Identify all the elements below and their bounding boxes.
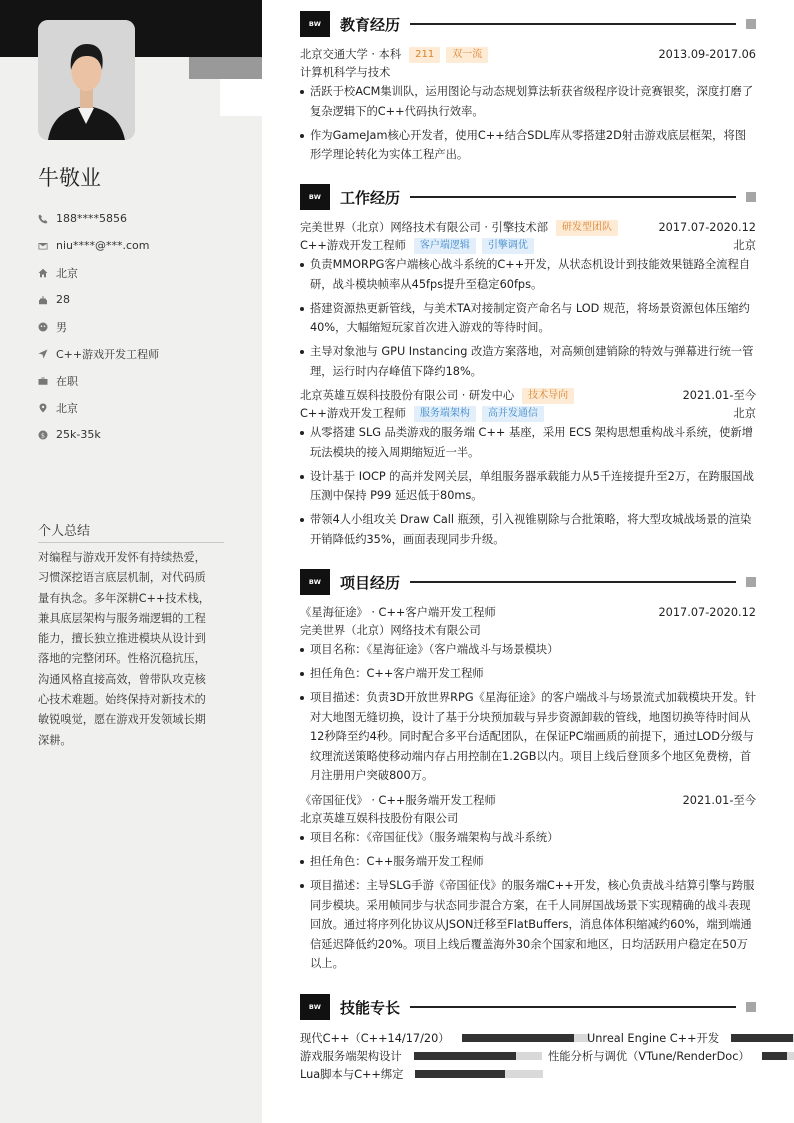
info-phone [38, 205, 248, 232]
list-item: 设计基于 IOCP 的高并发网关层，单组服务器承载能力从5千连接提升至2万，在跨服国战压测中保持 P99 延迟低于80ms。 [300, 467, 756, 506]
company-tag: 技术导向 [522, 388, 574, 404]
work-1-role-row [300, 238, 756, 254]
work-2-header-row [300, 388, 756, 404]
project-date: 2021.01-至今 [682, 794, 756, 807]
salary-icon [38, 430, 56, 440]
info-location [38, 394, 248, 421]
school-tag: 双一流 [446, 47, 488, 63]
project-title: 《帝国征伐》 · C++服务端开发工程师 [300, 794, 496, 807]
skill-item [300, 1048, 542, 1064]
skill-bar-fill [414, 1052, 516, 1060]
skill-name: Unreal Engine C++开发 [587, 1032, 720, 1045]
summary-line: 心技术难题。始终保持对新技术的 [38, 693, 206, 707]
section-square [746, 192, 756, 202]
education-major-row [300, 65, 756, 81]
summary-line: 深耕。 [38, 733, 72, 747]
school-tag: 211 [409, 47, 440, 63]
section-badge: BW [300, 994, 330, 1020]
section-square [746, 19, 756, 29]
section-title: 项目经历 [340, 573, 401, 592]
skill-bar [415, 1070, 543, 1078]
education-date: 2013.09-2017.06 [658, 48, 756, 61]
info-position [38, 340, 248, 367]
section-square [746, 577, 756, 587]
list-item: 作为GameJam核心开发者，使用C++结合SDL库从零搭建2D射击游戏底层框架，将图形学理论转化为实体工程产出。 [300, 126, 756, 165]
info-age [38, 286, 248, 313]
project-company: 完美世界（北京）网络技术有限公司 [300, 624, 481, 637]
cake-icon [38, 295, 56, 305]
skill-item [300, 1066, 543, 1082]
skill-bar-fill [731, 1034, 793, 1042]
skill-item [300, 1030, 590, 1046]
section-projects-header [300, 569, 756, 595]
summary-line: 量有执念。多年深耕C++技术栈， [38, 591, 210, 605]
info-email [38, 232, 248, 259]
skill-bar-fill [415, 1070, 505, 1078]
summary-line: 对编程与游戏开发怀有持续热爱， [38, 551, 206, 564]
work-1-header-row [300, 220, 756, 236]
list-item: 带领4人小组攻关 Draw Call 瓶颈，引入视锥剔除与合批策略，将大型攻城战场景的渲染开销降低约35%，画面表现同步升级。 [300, 510, 756, 549]
section-divider [410, 196, 736, 198]
project-date: 2017.07-2020.12 [658, 606, 756, 619]
section-title: 工作经历 [340, 188, 401, 207]
skill-name: 现代C++（C++14/17/20） [300, 1032, 450, 1045]
home-icon [38, 268, 56, 278]
briefcase-icon [38, 376, 56, 386]
list-item: 项目名称：《帝国征伐》（服务端架构与战斗系统） [300, 828, 756, 848]
list-item: 负责MMORPG客户端核心战斗系统的C++开发，从状态机设计到技能效果链路全流程自研，战斗模块帧率从45fps提升至稳定60fps。 [300, 255, 756, 294]
company-name: 北京英雄互娱科技股份有限公司 · 研发中心 [300, 389, 515, 402]
project-1-header-row [300, 605, 756, 621]
skill-bar-fill [462, 1034, 575, 1042]
salary-text: 25k-35k [56, 428, 101, 441]
project-title: 《星海征途》 · C++客户端开发工程师 [300, 606, 496, 619]
svg-text:$: $ [40, 430, 46, 439]
sidebar-accent-gray [189, 57, 262, 79]
education-bullets [300, 82, 756, 169]
phone-icon [38, 214, 56, 224]
info-status [38, 367, 248, 394]
section-divider [410, 581, 736, 583]
section-badge: BW [300, 184, 330, 210]
project-1-bullets [300, 640, 756, 790]
skill-bar [462, 1034, 590, 1042]
work-1-bullets [300, 255, 756, 386]
section-title: 教育经历 [340, 15, 401, 34]
skill-bar-fill [762, 1052, 788, 1060]
education-header-row [300, 47, 756, 63]
job-role: C++游戏开发工程师 [300, 407, 406, 420]
company-tag: 研发型团队 [556, 220, 618, 236]
job-role: C++游戏开发工程师 [300, 239, 406, 252]
list-item: 项目描述：主导SLG手游《帝国征伐》的服务端C++开发，核心负责战斗结算引擎与跨服同步模块。采用帧同步与状态同步混合方案，在千人同屏国战场景下实现精确的战斗表现回放。通过将序列化协议从JSON迁移至FlatBuffers，消息体体积缩减约60%，端到端通信延迟降低约20%。项目上线后覆盖海外30余个国家和地区，日均活跃用户稳定在50万以上。 [300, 876, 756, 974]
list-item: 主导对象池与 GPU Instancing 改造方案落地，对高频创建销除的特效与弹幕进行统一管理，运行时内存峰值下降约18%。 [300, 342, 756, 381]
summary-line: 敏锐嗅觉，愿在游戏开发领域长期 [38, 713, 206, 727]
send-icon [38, 349, 56, 359]
position-text: C++游戏开发工程师 [56, 347, 160, 361]
section-title: 技能专长 [340, 998, 401, 1017]
sidebar [0, 0, 262, 1123]
work-city: 北京 [733, 407, 756, 420]
section-education-header [300, 11, 756, 37]
role-tag: 引擎调优 [482, 238, 534, 254]
sidebar-accent-white [220, 79, 262, 116]
list-item: 担任角色：C++服务端开发工程师 [300, 852, 756, 872]
project-2-header-row [300, 793, 756, 809]
project-2-company-row [300, 811, 756, 827]
section-square [746, 1002, 756, 1012]
contact-info [38, 205, 248, 448]
email-icon [38, 241, 56, 251]
skill-item [587, 1030, 794, 1046]
skill-item [548, 1048, 794, 1064]
work-city: 北京 [733, 239, 756, 252]
skill-bar [731, 1034, 794, 1042]
section-badge: BW [300, 569, 330, 595]
summary-line: 习惯深挖语言底层机制，对代码质 [38, 571, 206, 585]
profile-name: 牛敬业 [38, 166, 101, 190]
skill-bar [762, 1052, 794, 1060]
section-skills-header [300, 994, 756, 1020]
company-name: 完美世界（北京）网络技术有限公司 · 引擎技术部 [300, 221, 549, 234]
home-text: 北京 [56, 266, 78, 280]
role-tag: 客户端逻辑 [414, 238, 476, 254]
location-icon [38, 403, 56, 413]
list-item: 活跃于校ACM集训队，运用图论与动态规划算法斩获省级程序设计竞赛银奖，深度打磨了复杂逻辑下的C++代码执行效率。 [300, 82, 756, 121]
age-text: 28 [56, 293, 70, 306]
summary-title: 个人总结 [38, 520, 224, 543]
avatar [38, 20, 135, 140]
list-item: 项目名称：《星海征途》（客户端战斗与场景模块） [300, 640, 756, 660]
project-1-company-row [300, 623, 756, 639]
list-item: 项目描述：负责3D开放世界RPG《星海征途》的客户端战斗与场景流式加载模块开发。针对大地图无缝切换，设计了基于分块预加载与异步资源卸载的管线，地图切换等待时间从12秒降至约4秒。同时配合多平台适配团队，在保证PC端画质的前提下，通过LOD分级与纹理流送策略使移动端内存占用控制在1.2GB以内。项目上线后登顶多个地区免费榜，首月注册用户突破800万。 [300, 688, 756, 786]
role-tag: 服务端架构 [414, 406, 476, 422]
email-text: niu****@***.com [56, 239, 150, 252]
summary-line: 能力，擅长独立推进模块从设计到 [38, 632, 206, 646]
phone-text: 188****5856 [56, 212, 127, 225]
major: 计算机科学与技术 [300, 66, 391, 79]
list-item: 从零搭建 SLG 品类游戏的服务端 C++ 基座，采用 ECS 架构思想重构战斗系统，使新增玩法模块的接入周期缩短近一半。 [300, 423, 756, 462]
work-2-role-row [300, 406, 756, 422]
role-tag: 高并发通信 [482, 406, 544, 422]
section-divider [410, 23, 736, 25]
skill-name: Lua脚本与C++绑定 [300, 1068, 404, 1081]
summary-text [38, 548, 224, 751]
info-gender [38, 313, 248, 340]
section-work-header [300, 184, 756, 210]
list-item: 担任角色：C++客户端开发工程师 [300, 664, 756, 684]
info-salary [38, 421, 248, 448]
gender-text: 男 [56, 320, 67, 334]
work-date: 2017.07-2020.12 [658, 221, 756, 234]
skill-name: 性能分析与调优（VTune/RenderDoc） [548, 1050, 750, 1063]
info-home [38, 259, 248, 286]
project-company: 北京英雄互娱科技股份有限公司 [300, 812, 459, 825]
gender-icon [38, 322, 56, 332]
work-2-bullets [300, 423, 756, 554]
location-text: 北京 [56, 401, 78, 415]
status-text: 在职 [56, 374, 78, 388]
project-2-bullets [300, 828, 756, 978]
summary-line: 兼具底层架构与服务端逻辑的工程 [38, 611, 206, 625]
section-badge: BW [300, 11, 330, 37]
summary-line: 沟通风格直接高效，曾带队攻克核 [38, 672, 206, 686]
list-item: 搭建资源热更新管线，与美术TA对接制定资产命名与 LOD 规范，将场景资源包体压缩约40%，大幅缩短玩家首次进入游戏的等待时间。 [300, 299, 756, 338]
section-divider [410, 1006, 736, 1008]
school-name: 北京交通大学 · 本科 [300, 48, 402, 61]
skill-name: 游戏服务端架构设计 [300, 1050, 402, 1063]
work-date: 2021.01-至今 [682, 389, 756, 402]
skill-bar [414, 1052, 542, 1060]
summary-line: 落地的完整闭环。性格沉稳抗压， [38, 652, 206, 666]
